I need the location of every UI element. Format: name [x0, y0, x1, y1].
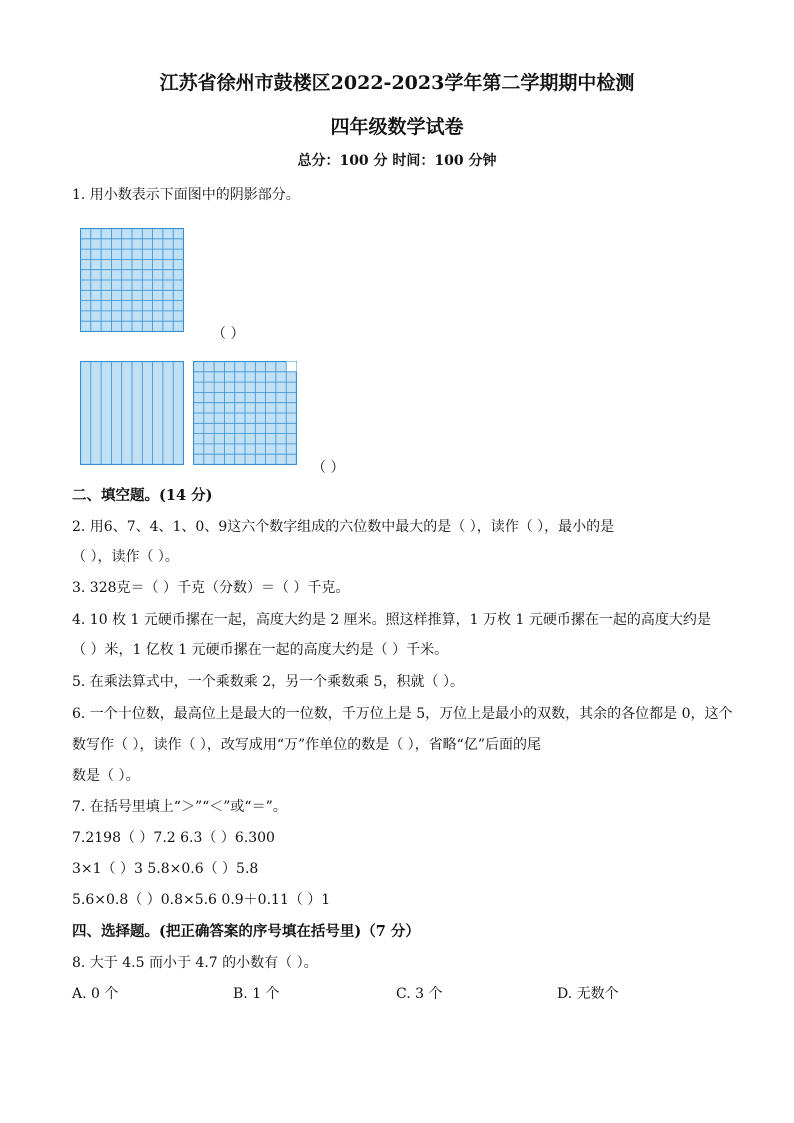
question-1: 1. 用小数表示下面图中的阴影部分。	[72, 187, 300, 203]
option-c[interactable]: C. 3 个	[396, 986, 443, 1002]
question-3: 3. 328克＝（ ）千克（分数）＝（ ）千克。	[72, 580, 350, 596]
section-2-heading: 二、填空题。(14 分)	[72, 487, 213, 504]
option-a[interactable]: A. 0 个	[72, 986, 119, 1002]
exam-title: 江苏省徐州市鼓楼区2022-2023学年第二学期期中检测	[159, 72, 635, 94]
hundred-grid-figure-2	[193, 361, 297, 465]
exam-meta: 总分：100 分 时间：100 分钟	[297, 153, 497, 169]
question-2-line-2: （ ），读作（ ）。	[72, 549, 179, 565]
question-8: 8. 大于 4.5 而小于 4.7 的小数有（ ）。	[72, 955, 318, 971]
tenths-strip-figure	[80, 361, 184, 465]
unshaded-cell	[286, 362, 296, 372]
question-7-row-2: 3×1（ ）3 5.8×0.6（ ）5.8	[72, 861, 259, 877]
question-6-line-3: 数是（ ）。	[72, 768, 140, 784]
question-7-row-1: 7.2198（ ）7.2 6.3（ ）6.300	[72, 830, 275, 846]
question-7-row-3: 5.6×0.8（ ）0.8×5.6 0.9＋0.11（ ）1	[72, 892, 331, 908]
question-5: 5. 在乘法算式中，一个乘数乘 2，另一个乘数乘 5，积就（ ）。	[72, 674, 464, 690]
question-6-line-1: 6. 一个十位数，最高位上是最大的一位数，千万位上是 5，万位上是最小的双数，其余的各位都是 0，这个	[72, 706, 733, 722]
question-2-line-1: 2. 用6、7、4、1、0、9这六个数字组成的六位数中最大的是（ ），读作（ ），最小的是	[72, 519, 615, 535]
q1-blank-1[interactable]: （ ）	[212, 326, 245, 342]
question-4-line-2: （ ）米，1 亿枚 1 元硬币摞在一起的高度大约是（ ）千米。	[72, 642, 449, 658]
option-b[interactable]: B. 1 个	[233, 986, 280, 1002]
question-6-line-2: 数写作（ ），读作（ ），改写成用“万”作单位的数是（ ），省略“亿”后面的尾	[72, 737, 541, 753]
question-4-line-1: 4. 10 枚 1 元硬币摞在一起，高度大约是 2 厘米。照这样推算，1 万枚 1 元硬币摞在一起的高度大约是	[72, 612, 711, 628]
question-7: 7. 在括号里填上“＞”“＜”或“＝”。	[72, 799, 287, 815]
hundred-grid-figure-1	[80, 228, 184, 332]
option-d[interactable]: D. 无数个	[557, 986, 619, 1002]
q1-blank-2[interactable]: （ ）	[312, 460, 345, 476]
exam-subtitle: 四年级数学试卷	[330, 116, 464, 138]
section-4-heading: 四、选择题。(把正确答案的序号填在括号里)（7 分）	[72, 923, 420, 940]
